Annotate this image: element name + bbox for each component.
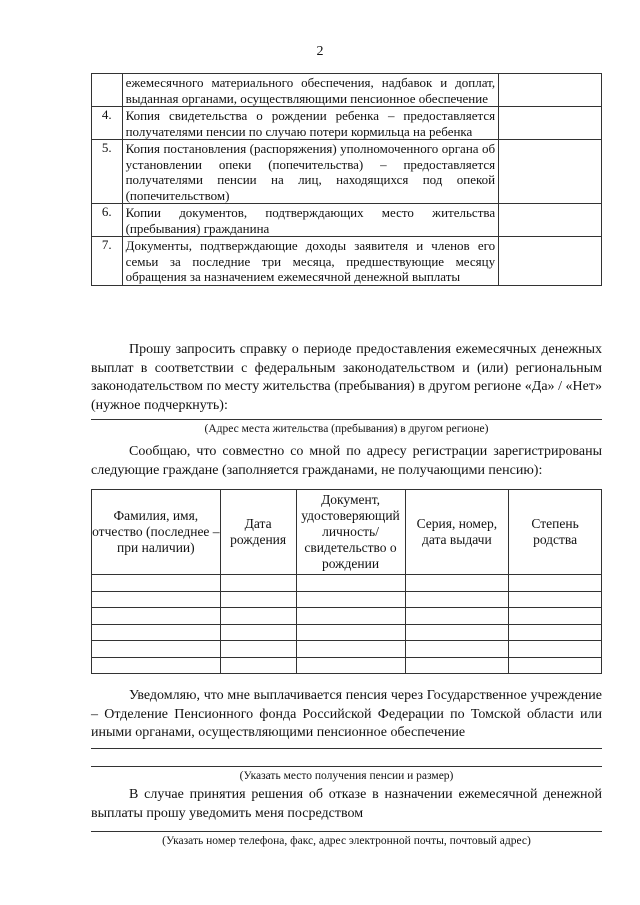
persons-cell[interactable] xyxy=(296,641,405,658)
persons-cell[interactable] xyxy=(405,624,509,641)
documents-table xyxy=(91,73,602,286)
persons-header-cell: Дата рождения xyxy=(220,490,296,575)
persons-cell[interactable] xyxy=(220,641,296,658)
document-number: 7. xyxy=(92,237,123,286)
persons-cell[interactable] xyxy=(509,641,602,658)
persons-row xyxy=(92,624,602,641)
document-number: 5. xyxy=(92,140,123,204)
persons-cell[interactable] xyxy=(92,624,221,641)
document-number: 6. xyxy=(92,204,123,237)
request-paragraph: Прошу запросить справку о периоде предоставления ежемесячных денежных выплат в соответствии с федеральным законодательством и (или) региональным законодательством по месту жительства (пребывания) в другом регионе «Да» / «Нет» (нужное подчеркнуть): xyxy=(91,342,602,413)
address-caption: (Адрес места жительства (пребывания) в другом регионе) xyxy=(204,423,489,435)
address-line xyxy=(91,419,602,420)
contact-caption: (Указать номер телефона, факс, адрес электронной почты, почтовый адрес) xyxy=(162,835,531,847)
persons-cell[interactable] xyxy=(220,608,296,625)
persons-cell[interactable] xyxy=(405,575,509,592)
persons-header-cell: Документ, удостоверяющий личность/ свидетельство о рождении xyxy=(296,490,405,575)
persons-cell[interactable] xyxy=(509,591,602,608)
persons-header-cell: Серия, номер, дата выдачи xyxy=(405,490,509,575)
document-text: Копии документов, подтверждающих место жительства (пребывания) гражданина xyxy=(122,204,499,237)
persons-cell[interactable] xyxy=(220,657,296,674)
document-text: ежемесячного материального обеспечения, надбавок и доплат, выданная органами, осуществляющими пенсионное обеспечение xyxy=(122,74,499,107)
document-mark-cell[interactable] xyxy=(499,74,602,107)
contact-line xyxy=(91,831,602,832)
registered-paragraph: Сообщаю, что совместно со мной по адресу регистрации зарегистрированы следующие граждане (заполняется гражданами, не получающими пенсию): xyxy=(91,444,602,478)
persons-cell[interactable] xyxy=(296,657,405,674)
persons-table xyxy=(91,489,602,674)
document-text: Копия постановления (распоряжения) уполномоченного органа об установлении опеки (попечительства) – предоставляется получателями пенсии на лиц, находящихся под опекой (попечительством) xyxy=(122,140,499,204)
persons-cell[interactable] xyxy=(509,657,602,674)
document-row xyxy=(92,237,602,286)
document-mark-cell[interactable] xyxy=(499,204,602,237)
persons-cell[interactable] xyxy=(509,608,602,625)
persons-header-cell: Степень родства xyxy=(509,490,602,575)
document-text: Документы, подтверждающие доходы заявителя и членов его семьи за последние три месяца, предшествующие месяцу обращения за назначением ежемесячной денежной выплаты xyxy=(122,237,499,286)
pension-line-1 xyxy=(91,748,602,749)
persons-cell[interactable] xyxy=(405,657,509,674)
persons-cell[interactable] xyxy=(296,591,405,608)
persons-header-cell: Фамилия, имя, отчество (последнее – при наличии) xyxy=(92,490,221,575)
page-number: 2 xyxy=(316,44,324,59)
persons-cell[interactable] xyxy=(509,575,602,592)
persons-cell[interactable] xyxy=(405,608,509,625)
pension-line-2 xyxy=(91,766,602,767)
document-mark-cell[interactable] xyxy=(499,237,602,286)
persons-cell[interactable] xyxy=(296,575,405,592)
persons-row xyxy=(92,591,602,608)
refusal-paragraph: В случае принятия решения об отказе в назначении ежемесячной денежной выплаты прошу уведомить меня посредством xyxy=(91,787,602,821)
pension-caption: (Указать место получения пенсии и размер) xyxy=(239,770,454,782)
persons-row xyxy=(92,641,602,658)
document-number xyxy=(92,74,123,107)
document-row xyxy=(92,204,602,237)
persons-cell[interactable] xyxy=(92,575,221,592)
persons-cell[interactable] xyxy=(92,657,221,674)
persons-cell[interactable] xyxy=(405,591,509,608)
persons-cell[interactable] xyxy=(220,624,296,641)
persons-cell[interactable] xyxy=(92,608,221,625)
persons-row xyxy=(92,575,602,592)
persons-cell[interactable] xyxy=(220,591,296,608)
persons-cell[interactable] xyxy=(92,641,221,658)
document-mark-cell[interactable] xyxy=(499,140,602,204)
persons-cell[interactable] xyxy=(220,575,296,592)
persons-cell[interactable] xyxy=(509,624,602,641)
document-row xyxy=(92,107,602,140)
persons-cell[interactable] xyxy=(405,641,509,658)
persons-cell[interactable] xyxy=(296,624,405,641)
notify-paragraph: Уведомляю, что мне выплачивается пенсия через Государственное учреждение – Отделение Пенсионного фонда Российской Федерации по Томской области или иными органами, осуществляющими пенсионное обеспечение xyxy=(91,688,602,740)
document-mark-cell[interactable] xyxy=(499,107,602,140)
persons-row xyxy=(92,608,602,625)
document-number: 4. xyxy=(92,107,123,140)
document-text: Копия свидетельства о рождении ребенка – предоставляется получателями пенсии по случаю потери кормильца на ребенка xyxy=(122,107,499,140)
document-row xyxy=(92,74,602,107)
persons-cell[interactable] xyxy=(92,591,221,608)
persons-cell[interactable] xyxy=(296,608,405,625)
document-row xyxy=(92,140,602,204)
persons-row xyxy=(92,657,602,674)
